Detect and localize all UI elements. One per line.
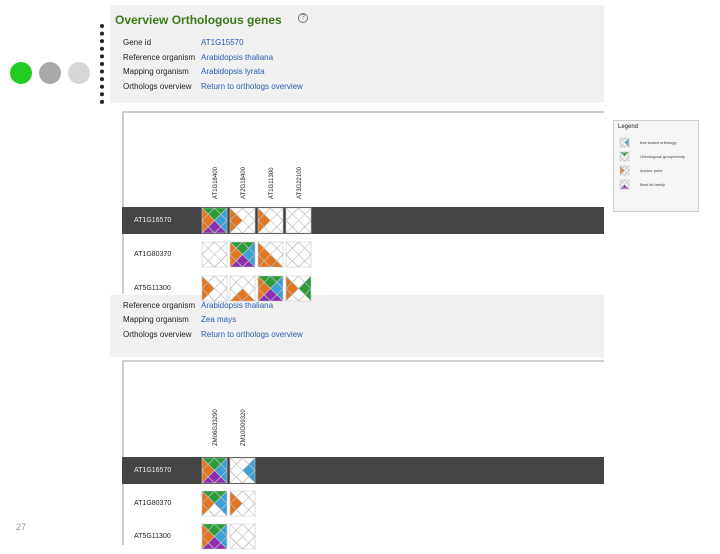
legend-label: Best hit family [640,182,665,187]
legend-box [613,120,699,212]
legend-swatch-icon [620,166,629,175]
info-label: Mapping organism [123,67,189,76]
page-title: Overview Orthologous genes [115,13,282,27]
row-gene-label: AT1G16570 [134,217,172,224]
table-row[interactable] [122,241,604,268]
orthology-diamond-cell[interactable] [230,524,257,551]
column-gene-label: AT3G22100 [297,167,303,199]
gene-info-header [110,5,604,103]
orthology-diamond-cell[interactable] [202,276,229,303]
mapping-info-header [110,295,604,357]
legend-swatch-icon [620,180,629,189]
orthology-diamond-cell[interactable] [230,491,257,518]
help-icon[interactable]: ? [298,13,308,23]
decorative-dot [39,62,61,84]
orthology-diamond-cell[interactable] [258,276,285,303]
info-label: Reference organism [123,53,196,62]
dotted-vertical-bar [100,24,105,104]
row-gene-label: AT5G11300 [134,533,171,540]
legend-swatch-icon [620,138,629,147]
orthology-diamond-cell[interactable] [258,208,285,235]
info-row-gene-id [123,38,244,47]
orthology-diamond-cell[interactable] [286,208,313,235]
legend-swatch-icon [620,152,629,161]
return-to-overview-link-2[interactable]: Return to orthologs overview [201,330,303,339]
row-gene-label: AT1G16570 [134,467,172,474]
decorative-dot [68,62,90,84]
row-gene-label: AT5G11300 [134,285,171,292]
orthology-diamond-cell[interactable] [258,242,285,269]
info-value: Arabidopsis thaliana [201,53,274,62]
orthology-diamond-cell[interactable] [286,276,313,303]
legend-label: Orthologous group/family [640,154,685,159]
table-row[interactable] [122,523,604,550]
info-label: Orthologs overview [123,82,192,91]
orthology-diamond-cell[interactable] [202,458,229,485]
info-row-reference-organism [123,53,273,62]
info-label: Reference organism [123,301,196,310]
column-gene-label: AT1G11300 [269,167,275,199]
orthology-diamond-cell[interactable] [202,491,229,518]
column-gene-label: AT1G18400 [213,167,219,199]
decorative-dot [10,62,32,84]
orthology-diamond-cell[interactable] [202,242,229,269]
column-gene-label: AT2G18400 [241,167,247,199]
orthology-diamond-cell[interactable] [202,524,229,551]
info-value: AT1G15570 [201,38,244,47]
return-to-overview-link[interactable]: Return to orthologs overview [201,82,303,91]
table-row[interactable] [122,275,604,302]
orthology-diamond-cell[interactable] [230,276,257,303]
info-row-orthologs-overview [123,82,303,91]
legend-label: Anchor point [640,168,663,173]
orthology-diamond-cell[interactable] [230,458,257,485]
info-label: Gene id [123,38,152,47]
column-gene-label: ZM06G33290 [213,409,219,446]
info-value: Zea mays [201,315,237,324]
info-label: Orthologs overview [123,330,192,339]
legend-label: tree based orthology [640,140,677,145]
row-gene-label: AT1G80370 [134,251,172,258]
info-row-orthologs-overview-2 [123,330,303,339]
orthology-diamond-cell[interactable] [230,208,257,235]
ortholog-grid-2 [122,360,604,545]
table-row[interactable] [122,207,604,234]
info-value: Arabidopsis lyrata [201,67,265,76]
column-gene-label: ZM10G09320 [241,409,247,446]
row-gene-label: AT1G80370 [134,500,172,507]
info-label: Mapping organism [123,315,189,324]
orthology-screenshot [110,5,685,540]
orthology-diamond-cell[interactable] [230,242,257,269]
orthology-diamond-cell[interactable] [202,208,229,235]
info-row-mapping-organism-2 [123,315,236,324]
legend-title: Legend [618,124,639,130]
page-number: 27 [16,522,27,532]
orthology-diamond-cell[interactable] [286,242,313,269]
info-value: Arabidopsis thaliana [201,301,274,310]
table-row[interactable] [122,490,604,517]
info-row-mapping-organism [123,67,265,76]
table-row[interactable] [122,457,604,484]
